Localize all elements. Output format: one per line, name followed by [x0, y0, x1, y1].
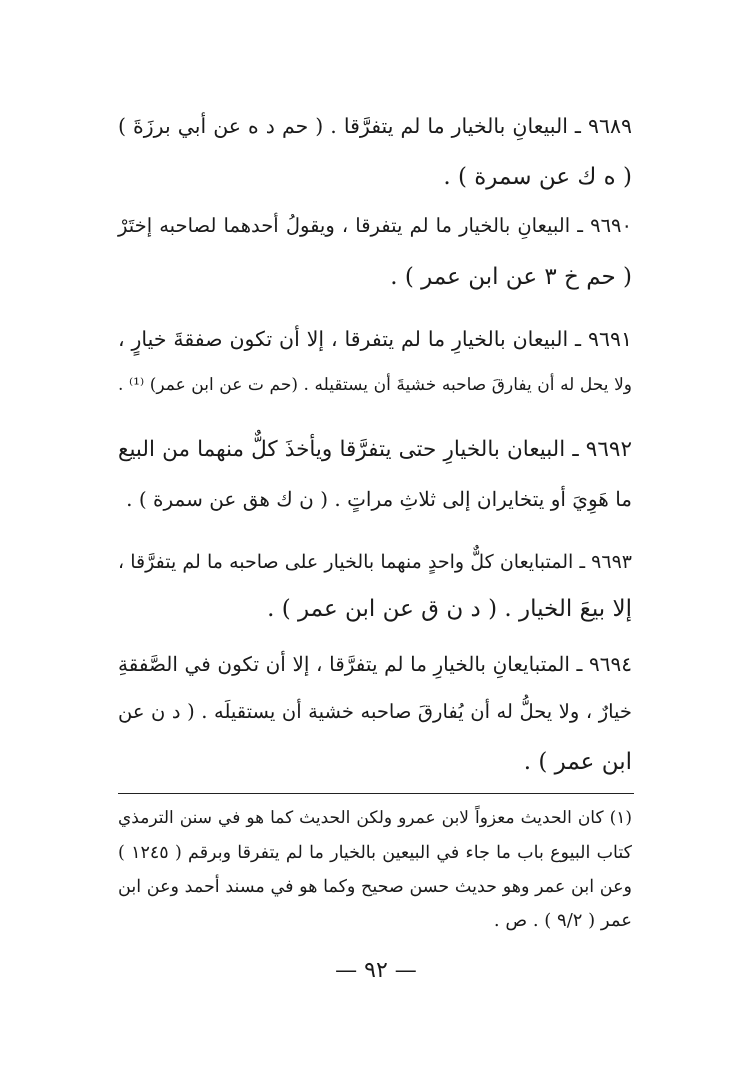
hadith-9691-line-2: ولا يحل له أن يفارقَ صاحبه خشيةَ أن يستقيله . (حم ت عن ابن عمر) ⁽¹⁾ . [118, 375, 632, 395]
hadith-9693-line-2: إلا بيعَ الخيار . ( د ن ق عن ابن عمر ) . [267, 596, 632, 622]
hadith-9690-line-2: ( حم خ ٣ عن ابن عمر ) . [390, 264, 632, 290]
hadith-9691-line-1: ٩٦٩١ ـ البيعان بالخيارِ ما لم يتفرقا ، إلا أن تكون صفقةَ خيارٍ ، [118, 327, 632, 351]
hadith-9692-line-2: ما هَوِيَ أو يتخايران إلى ثلاثِ مراتٍ . ( ن ك هق عن سمرة ) . [126, 487, 632, 511]
hadith-9690-line-1: ٩٦٩٠ ـ البيعانِ بالخيار ما لم يتفرقا ، ويقولُ أحدهما لصاحبه إختَرْ [118, 214, 632, 237]
hadith-9694-line-2: خيارٌ ، ولا يحلُّ له أن يُفارقَ صاحبه خشية أن يستقيلَه . ( د ن عن [118, 700, 632, 723]
footnote-line-2: كتاب البيوع باب ما جاء في البيعين بالخيار ما لم يتفرقا وبرقم ( ١٢٤٥ ) [118, 843, 632, 863]
hadith-9694-line-3: ابن عمر ) . [523, 749, 632, 775]
hadith-9693-line-1: ٩٦٩٣ ـ المتبايعان كلٌّ واحدٍ منهما بالخيار على صاحبه ما لم يتفرَّقا ، [118, 551, 632, 573]
page-number: — ٩٢ — [335, 958, 417, 983]
hadith-9694-line-1: ٩٦٩٤ ـ المتبايعانِ بالخيارِ ما لم يتفرَّقا ، إلا أن تكون في الصَّفقةِ [118, 652, 632, 676]
hadith-9692-line-1: ٩٦٩٢ ـ البيعان بالخيارِ حتى يتفرَّقا ويأخذَ كلٌّ منهما من البيع [118, 437, 632, 462]
footnote-separator [118, 793, 634, 794]
footnote-line-4: عمر ( ٩/٢ ) . ص . [493, 910, 632, 931]
hadith-9689-line-1: ٩٦٨٩ ـ البيعانِ بالخيار ما لم يتفرَّقا . ( حم د ه عن أبي برزَةَ ) [118, 114, 632, 138]
footnote-line-3: وعن ابن عمر وهو حديث حسن صحيح وكما هو في مسند أحمد وعن ابن [118, 877, 632, 897]
hadith-9689-line-2: ( ه ك عن سمرة ) . [443, 164, 632, 190]
footnote-line-1: (١) كان الحديث معزواً لابن عمرو ولكن الحديث كما هو في سنن الترمذي [118, 808, 632, 828]
